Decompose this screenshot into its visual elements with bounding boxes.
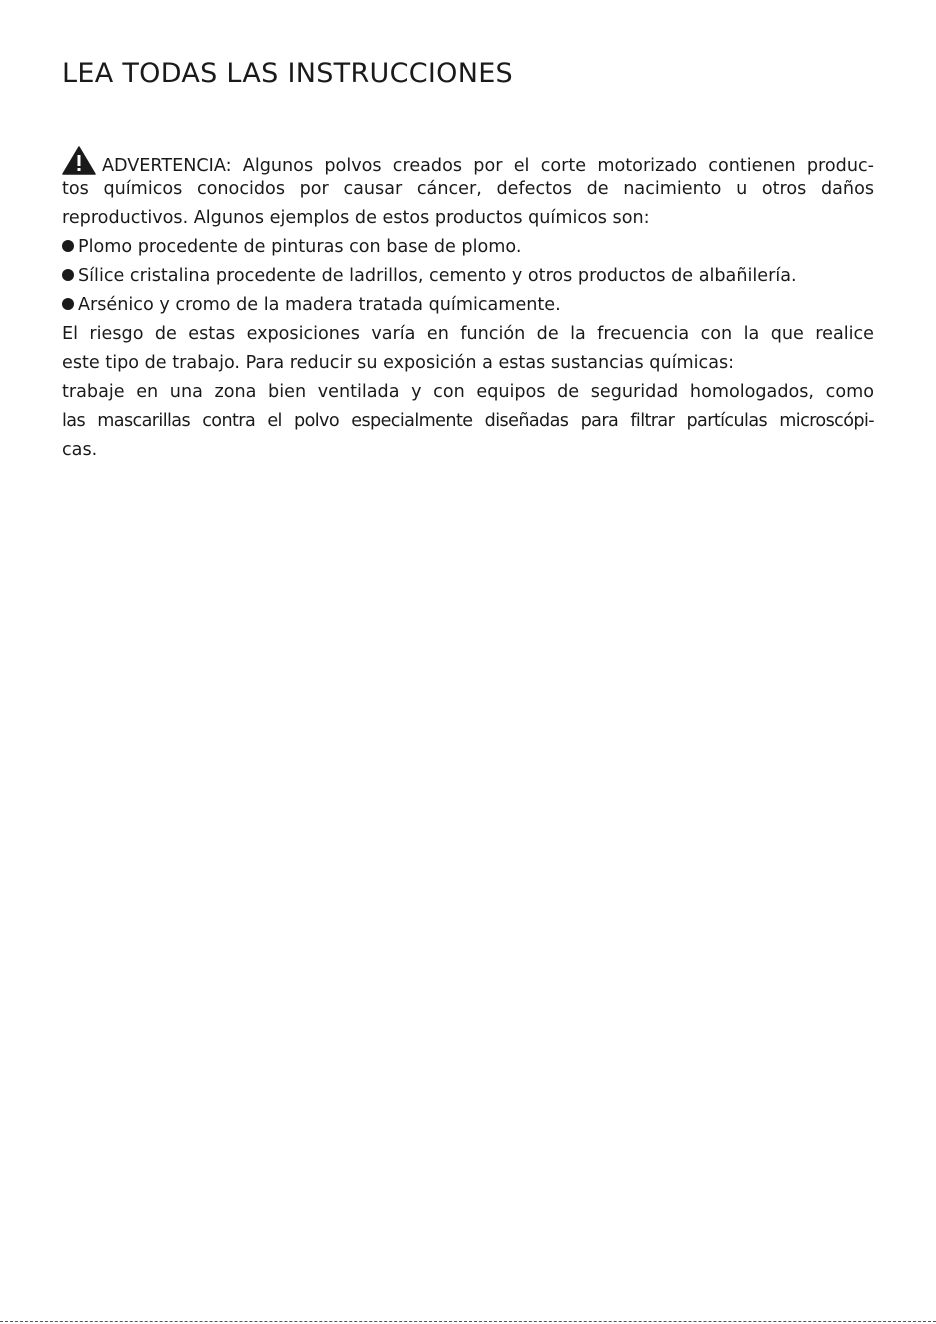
warning-text-1: ADVERTENCIA: Algunos polvos creados por el corte motorizado contienen produc- xyxy=(102,156,874,176)
closing-line-5: cas. xyxy=(62,440,98,460)
warning-line-1 xyxy=(62,146,874,175)
bullet-text-1: Plomo procedente de pinturas con base de plomo. xyxy=(78,237,522,257)
warning-line-2: tos químicos conocidos por causar cáncer, defectos de nacimiento u otros daños xyxy=(62,179,874,199)
page-title: LEA TODAS LAS INSTRUCCIONES xyxy=(62,58,513,89)
warning-line-3: reproductivos. Algunos ejemplos de estos productos químicos son: xyxy=(62,208,650,228)
bullet-dot-icon xyxy=(62,240,74,252)
closing-line-1: El riesgo de estas exposiciones varía en función de la frecuencia con la que realice xyxy=(62,324,874,344)
warning-triangle-icon xyxy=(62,146,96,175)
closing-line-4: las mascarillas contra el polvo especialmente diseñadas para filtrar partículas microscópi- xyxy=(62,411,874,431)
closing-line-2: este tipo de trabajo. Para reducir su exposición a estas sustancias químicas: xyxy=(62,353,735,373)
warning-section xyxy=(62,146,874,465)
bullet-item-3 xyxy=(62,291,874,320)
closing-line-3: trabaje en una zona bien ventilada y con equipos de seguridad homologados, como xyxy=(62,382,874,402)
bullet-dot-icon xyxy=(62,298,74,310)
page-bottom-rule xyxy=(0,1321,936,1322)
bullet-item-1 xyxy=(62,233,874,262)
bullet-text-2: Sílice cristalina procedente de ladrillos, cemento y otros productos de albañilería. xyxy=(78,266,797,286)
bullet-dot-icon xyxy=(62,269,74,281)
bullet-text-3: Arsénico y cromo de la madera tratada químicamente. xyxy=(78,295,561,315)
bullet-item-2 xyxy=(62,262,874,291)
